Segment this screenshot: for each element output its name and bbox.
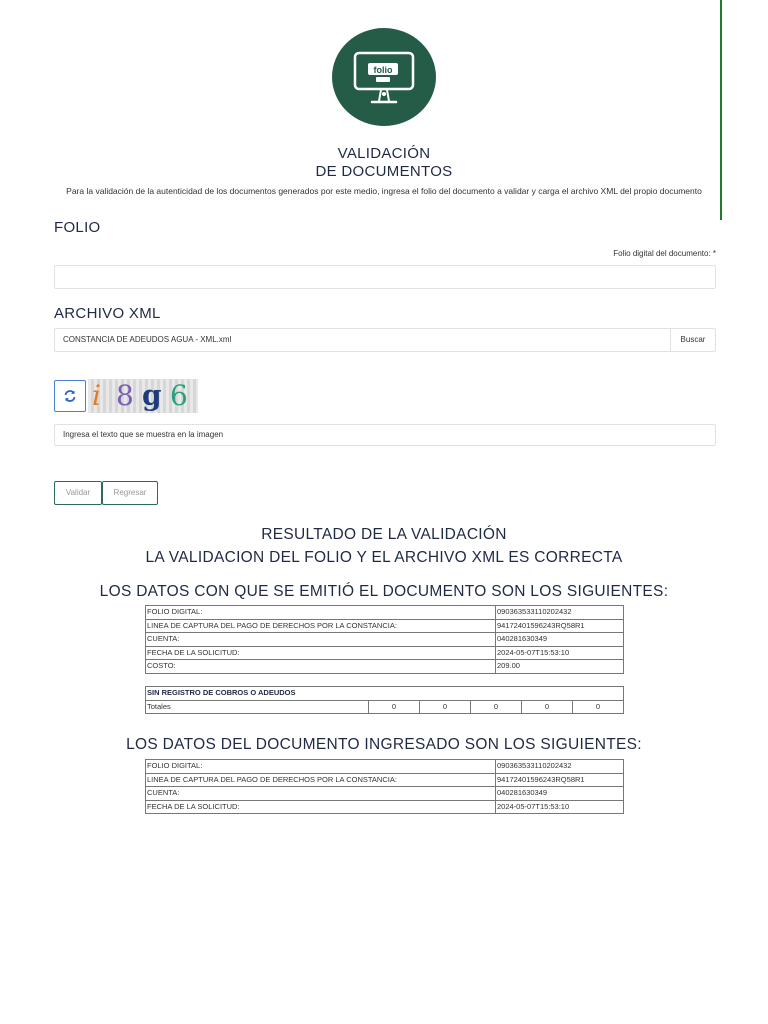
xml-file-input[interactable] (54, 328, 716, 352)
back-button[interactable]: Regresar (102, 481, 158, 505)
result-message: LA VALIDACION DEL FOLIO Y EL ARCHIVO XML ES CORRECTA (145, 549, 623, 566)
row-value: 94172401596243RQ58R1 (496, 619, 624, 633)
browse-button[interactable]: Buscar (670, 329, 715, 351)
summary-value: 0 (369, 700, 420, 714)
row-value: 94172401596243RQ58R1 (496, 773, 624, 787)
folio-logo (332, 28, 436, 126)
row-value: 040281630349 (496, 787, 624, 801)
row-value: 2024-05-07T15:53:10 (496, 800, 624, 814)
row-key: LINEA DE CAPTURA DEL PAGO DE DERECHOS POR LA CONSTANCIA: (146, 773, 496, 787)
captcha-refresh-button[interactable] (54, 380, 86, 412)
row-value: 040281630349 (496, 633, 624, 647)
row-value: 090363533110202432 (496, 760, 624, 774)
captcha-input[interactable] (54, 424, 716, 446)
row-key: FOLIO DIGITAL: (146, 760, 496, 774)
table-row (146, 687, 624, 701)
summary-value: 0 (573, 700, 624, 714)
table-row (146, 606, 624, 620)
folio-input[interactable] (54, 265, 716, 289)
table-row (146, 800, 624, 814)
row-key: LINEA DE CAPTURA DEL PAGO DE DERECHOS POR LA CONSTANCIA: (146, 619, 496, 633)
page-title-line1: VALIDACIÓN (337, 145, 431, 162)
captcha-char: 8 (116, 379, 134, 412)
summary-table (145, 686, 624, 714)
result-heading: RESULTADO DE LA VALIDACIÓN (261, 526, 507, 543)
row-value: 209.00 (496, 660, 624, 674)
captcha-char: 6 (170, 379, 188, 412)
row-key: FECHA DE LA SOLICITUD: (146, 800, 496, 814)
side-accent-bar (720, 0, 722, 220)
row-key: FECHA DE LA SOLICITUD: (146, 646, 496, 660)
entered-data-table (145, 759, 624, 814)
summary-header: SIN REGISTRO DE COBROS O ADEUDOS (146, 687, 624, 701)
row-key: CUENTA: (146, 787, 496, 801)
table-row (146, 660, 624, 674)
refresh-icon (63, 389, 77, 403)
table-row (146, 633, 624, 647)
logo-text: folio (373, 65, 393, 75)
row-value: 090363533110202432 (496, 606, 624, 620)
row-key: COSTO: (146, 660, 496, 674)
table-row (146, 787, 624, 801)
page-title-line2: DE DOCUMENTOS (315, 163, 453, 180)
table-row (146, 760, 624, 774)
summary-value: 0 (420, 700, 471, 714)
folio-heading: FOLIO (54, 219, 101, 236)
emitted-data-heading: LOS DATOS CON QUE SE EMITIÓ EL DOCUMENTO SON LOS SIGUIENTES: (99, 583, 669, 600)
validate-button[interactable]: Validar (54, 481, 102, 505)
captcha-input-placeholder: Ingresa el texto que se muestra en la imagen (63, 430, 224, 439)
table-row (146, 773, 624, 787)
emitted-data-table (145, 605, 624, 674)
summary-value: 0 (471, 700, 522, 714)
row-key: FOLIO DIGITAL: (146, 606, 496, 620)
summary-value: 0 (522, 700, 573, 714)
captcha-char: i (92, 379, 101, 412)
captcha-image (88, 379, 198, 413)
row-value: 2024-05-07T15:53:10 (496, 646, 624, 660)
entered-data-heading: LOS DATOS DEL DOCUMENTO INGRESADO SON LOS SIGUIENTES: (126, 736, 642, 753)
monitor-icon (352, 50, 416, 106)
xml-file-name: CONSTANCIA DE ADEUDOS AGUA - XML.xml (63, 335, 232, 344)
summary-label: Totales (146, 700, 369, 714)
captcha-char: g (142, 379, 162, 412)
page-description: Para la validación de la autenticidad de los documentos generados por este medio, ingresa el folio del documento a validar y carga el archivo XML del propio documento (66, 186, 702, 196)
table-row (146, 619, 624, 633)
row-key: CUENTA: (146, 633, 496, 647)
folio-field-label: Folio digital del documento: * (613, 249, 716, 258)
xml-heading: ARCHIVO XML (54, 305, 161, 322)
table-row (146, 700, 624, 714)
table-row (146, 646, 624, 660)
